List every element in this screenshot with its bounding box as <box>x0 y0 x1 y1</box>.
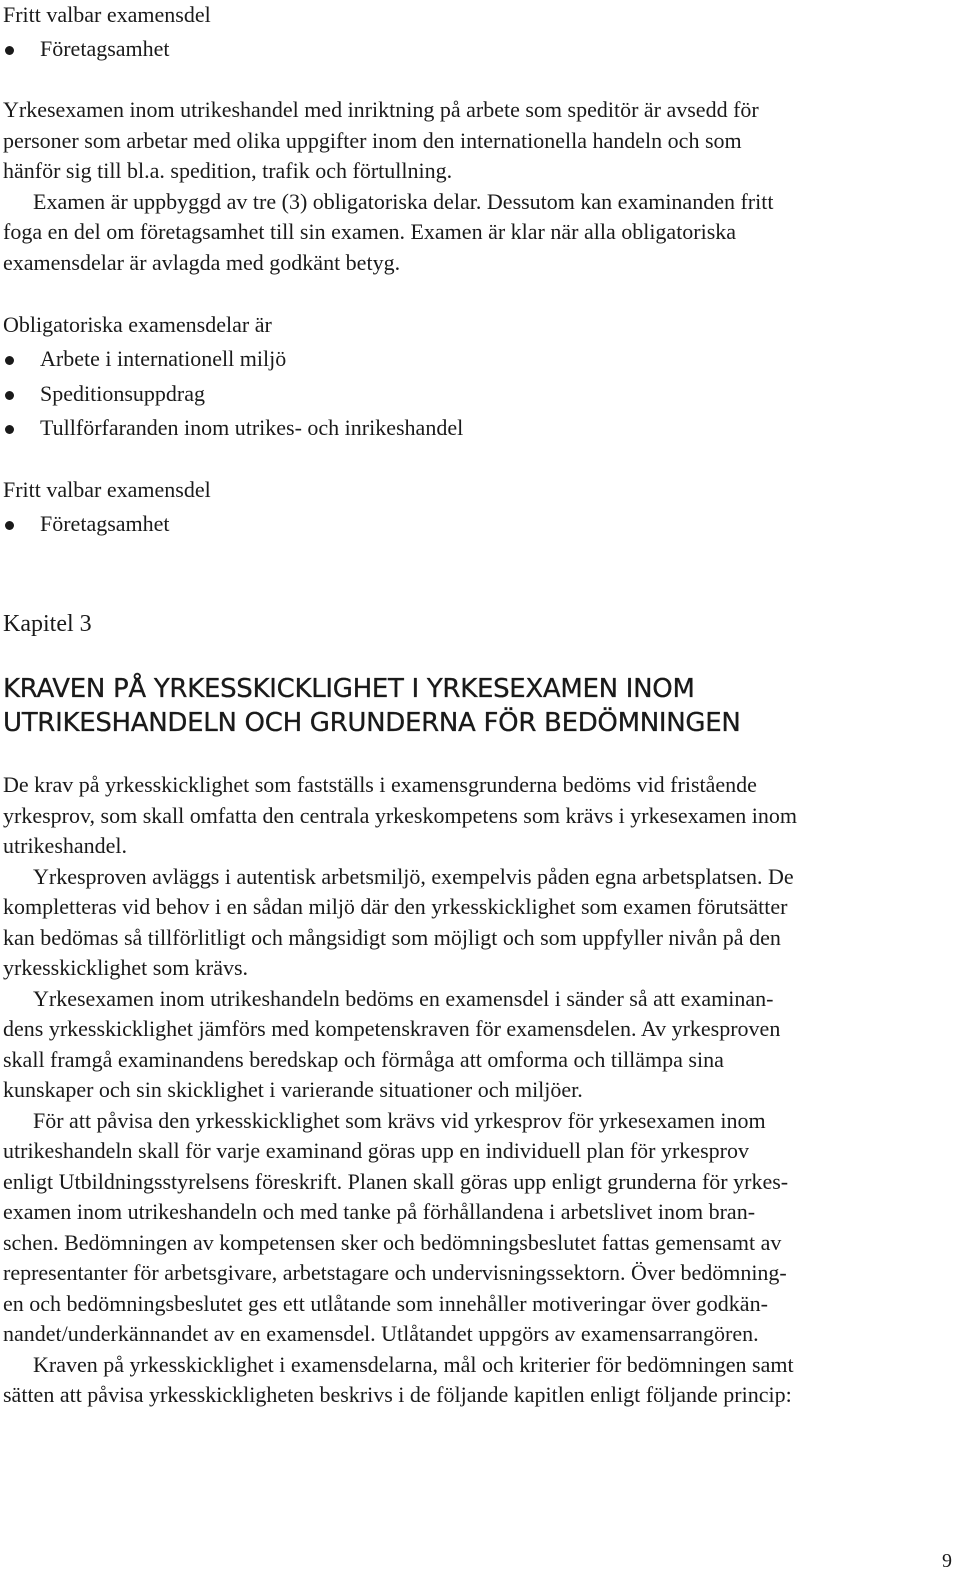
chapter-heading <box>3 672 741 740</box>
intro-paragraph <box>3 95 953 278</box>
section-label: Fritt valbar examensdel <box>3 2 211 27</box>
list-item: Företagsamhet <box>3 507 953 542</box>
text-line: hänför sig till bl.a. spedition, trafik och förtullning. <box>3 158 453 183</box>
text-line: För att påvisa den yrkesskicklighet som krävs vid yrkesprov för yrkesexamen inom <box>33 1107 766 1133</box>
text-line: Examen är uppbyggd av tre (3) obligatoriska delar. Dessutom kan examinanden fritt <box>33 188 774 214</box>
bullet-icon <box>5 521 14 530</box>
list-item: Arbete i internationell miljö <box>3 342 953 377</box>
section-label: Obligatoriska examensdelar är <box>3 312 272 337</box>
text-line: sätten att påvisa yrkesskickligheten beskrivs i de följande kapitlen enligt följande princip: <box>3 1382 792 1407</box>
text-line: representanter för arbetsgivare, arbetstagare och undervisningssektorn. Över bedömning- <box>3 1260 787 1285</box>
text-line: kompletteras vid behov i en sådan miljö där den yrkesskicklighet som examen förutsätter <box>3 894 788 919</box>
text-line: kan bedömas så tillförlitligt och mångsidigt som möjligt och som uppfyller nivån på den <box>3 924 781 950</box>
text-line: Yrkesexamen inom utrikeshandel med inriktning på arbete som speditör är avsedd för <box>3 97 759 122</box>
mandatory-section <box>3 310 953 446</box>
text-line: nandet/underkännandet av en examensdel. Utlåtandet uppgörs av examensarrangören. <box>3 1321 759 1346</box>
text-line: yrkesprov, som skall omfatta den centrala yrkeskompetens som krävs i yrkesexamen inom <box>3 802 798 828</box>
text-line: utrikeshandel. <box>3 833 128 858</box>
text-line: examensdelar är avlagda med godkänt betyg. <box>3 249 401 275</box>
text-line: Yrkesproven avläggs i autentisk arbetsmiljö, exempelvis påden egna arbetsplatsen. De <box>33 863 794 889</box>
heading-line: UTRIKESHANDELN OCH GRUNDERNA FÖR BEDÖMNINGEN <box>3 708 741 738</box>
section-label: Fritt valbar examensdel <box>3 477 211 502</box>
text-line: enligt Utbildningsstyrelsens föreskrift. Planen skall göras upp enligt grunderna för yrkes- <box>3 1168 789 1194</box>
list-item: Företagsamhet <box>3 32 953 67</box>
text-line: Kraven på yrkesskicklighet i examensdelarna, mål och kriterier för bedömningen samt <box>33 1351 794 1377</box>
bullet-icon <box>5 46 14 55</box>
bullet-list <box>3 32 953 67</box>
page-number: 9 <box>942 1550 952 1572</box>
top-section <box>3 0 953 67</box>
text-line: skall framgå examinandens beredskap och förmåga att omforma och tillämpa sina <box>3 1046 724 1072</box>
optional-section <box>3 475 953 542</box>
heading-line: KRAVEN PÅ YRKESSKICKLIGHET I YRKESEXAMEN INOM <box>3 674 695 704</box>
bullet-icon <box>5 425 14 434</box>
text-line: personer som arbetar med olika uppgifter inom den internationella handeln och som <box>3 127 742 153</box>
list-item: Speditionsuppdrag <box>3 377 953 412</box>
chapter-label: Kapitel 3 <box>3 611 92 637</box>
text-line: dens yrkesskicklighet jämförs med kompetenskraven för examensdelen. Av yrkesproven <box>3 1016 781 1041</box>
text-line: utrikeshandeln skall för varje examinand göras upp en individuell plan för yrkesprov <box>3 1138 749 1163</box>
bullet-list <box>3 342 953 446</box>
text-line: De krav på yrkesskicklighet som fastställs i examensgrunderna bedöms vid fristående <box>3 772 757 797</box>
text-line: kunskaper och sin skicklighet i varierande situationer och miljöer. <box>3 1077 583 1102</box>
text-line: foga en del om företagsamhet till sin examen. Examen är klar när alla obligatoriska <box>3 219 737 244</box>
text-line: examen inom utrikeshandeln och med tanke på förhållandena i arbetslivet inom bran- <box>3 1199 756 1224</box>
bullet-list <box>3 507 953 542</box>
text-line: Yrkesexamen inom utrikeshandeln bedöms en examensdel i sänder så att examinan- <box>33 985 774 1011</box>
text-line: en och bedömningsbeslutet ges ett utlåtande som innehåller motiveringar över godkän- <box>3 1290 768 1316</box>
bullet-icon <box>5 356 14 365</box>
text-line: yrkesskicklighet som krävs. <box>3 955 249 980</box>
text-line: schen. Bedömningen av kompetensen sker och bedömningsbeslutet fattas gemensamt av <box>3 1229 782 1255</box>
body-text <box>3 770 953 1411</box>
bullet-icon <box>5 391 14 400</box>
list-item: Tullförfaranden inom utrikes- och inrikeshandel <box>3 411 953 446</box>
